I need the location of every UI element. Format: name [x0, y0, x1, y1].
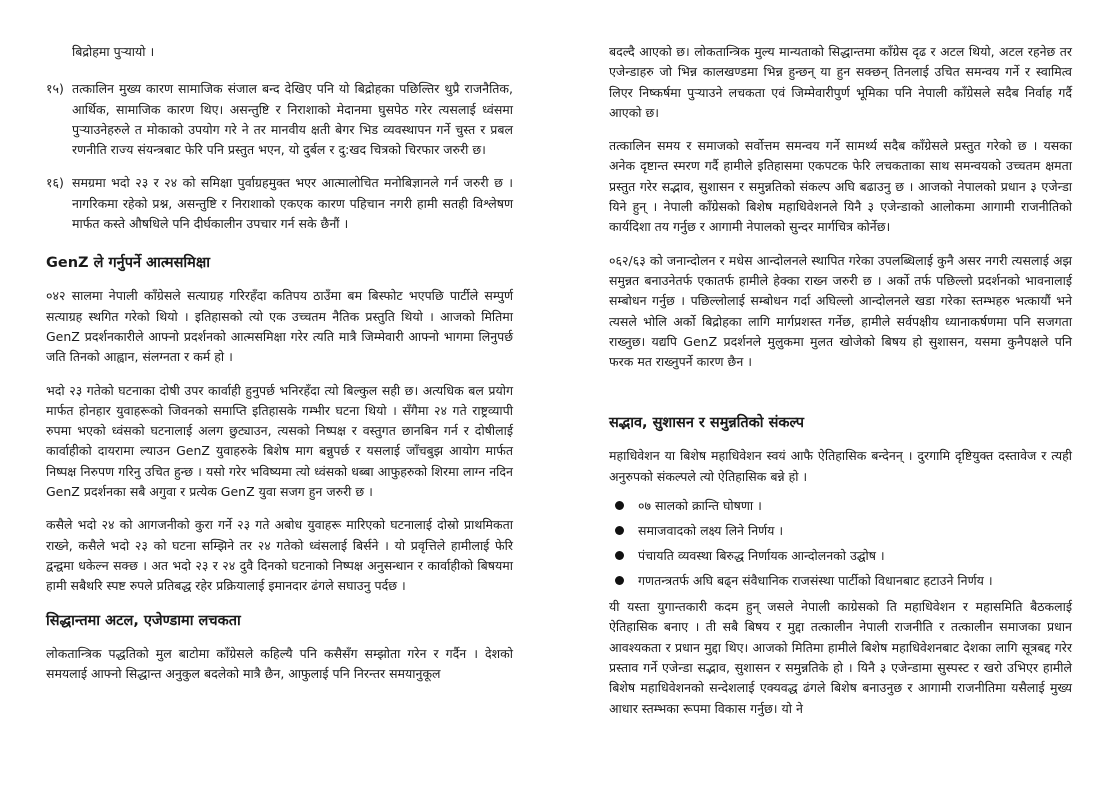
section-heading-principle: सिद्धान्तमा अटल, एजेण्डामा लचकता	[46, 612, 241, 629]
numbered-item-15	[46, 79, 513, 160]
paragraph: ०४२ सालमा नेपाली काँग्रेसले सत्याग्रह गरिरहँदा कतिपय ठाउँमा बम बिस्फोट भएपछि पार्टीले सम्पुर्ण सत्याग्रह स्थगित गरेको थियो । इतिहासको त्यो एक उच्चतम नैतिक प्रस्तुति थियो । आजको मितिमा GenZ प्रदर्शनकारीले आफ्नो प्रदर्शनको आत्मसमिक्षा गरेर त्यति मात्रै जिम्मेवारी आफ्नो भागमा लिनुपर्छ जति तिनको आह्वान, संलग्नता र कर्म हो ।	[46, 288, 513, 365]
paragraph: लोकतान्त्रिक पद्धतिको मुल बाटोमा काँग्रेसले कहिल्यै पनि कसैसँग सम्झोता गरेन र गर्दैन । देशको समयलाई आफ्नो सिद्धान्त अनुकुल बदलेको मात्रै छैन, आफुलाई पनि निरन्तर समयानुकूल	[46, 645, 513, 681]
bullet-list	[609, 493, 1072, 593]
list-item	[609, 568, 1072, 593]
item-text: समग्रमा भदो २३ र २४ को समिक्षा पुर्वाग्रहमुक्त भएर आत्मालोचित मनोबिज्ञानले गर्न जरुरी छ । नागरिकमा रहेको प्रश्न, असन्तुष्टि र निराशाको एकएक कारण पहिचान नगरी हामी सतही विश्लेषण मार्फत कस्ते औषधिले पनि दीर्घकालीन उपचार गर्न सके छैनौं ।	[72, 175, 513, 232]
section-intro: महाधिवेशन या बिशेष महाधिवेशन स्वयं आफै ऐतिहासिक बन्देनन् । दुरगामि दृष्टियुक्त दस्तावेज र त्यही अनुरुपको संकल्पले त्यो ऐतिहासिक बन्ने हो ।	[609, 448, 1072, 484]
bullet-icon	[615, 526, 624, 535]
bullet-icon	[615, 501, 624, 510]
bullet-icon	[615, 576, 624, 585]
list-item-text: पंचायति व्यवस्था बिरुद्ध निर्णायक आन्दोलनको उद्घोष ।	[638, 548, 885, 564]
list-item	[609, 493, 1072, 518]
continuation-paragraph: बदल्दै आएको छ। लोकतान्त्रिक मुल्य मान्यताको सिद्धान्तमा काँग्रेस दृढ र अटल थियो, अटल रहनेछ तर एजेन्डाहरु जो भिन्न कालखण्डमा भिन्न हुन्छन् या हुन सक्छन् तिनलाई उचित समन्वय गर्ने र स्वामित्व लिएर निष्कर्षमा पुऱ्याउने लचकता एवं जिम्मेवारीपुर्ण भूमिका पनि नेपाली काँग्रेसले सदैब निर्वाह गर्दै आएको छ।	[609, 44, 1072, 120]
section-heading-genz: GenZ ले गर्नुपर्ने आत्मसमिक्षा	[46, 255, 210, 272]
paragraph: कसैले भदो २४ को आगजनीको कुरा गर्ने २३ गते अबोध युवाहरू मारिएको घटनालाई दोस्रो प्राथमिकता राख्ने, कसैले भदो २३ को घटना सम्झिने तर २४ गतेको ध्वंसलाई बिर्सने । यो प्रवृत्तिले हामीलाई फेरि द्वन्द्वमा धकेल्न सक्छ । अत भदो २३ र २४ दुवै दिनको घटनाको निष्पक्ष अनुसन्धान र कार्वाहीको बिषयमा हामी सबैथरि स्पष्ट रुपले प्रतिबद्ध रहेर प्रक्रियालाई इमानदार ढंगले सघाउनु पर्दछ ।	[46, 517, 513, 594]
numbered-item-16	[46, 173, 513, 234]
paragraph: तत्कालिन समय र समाजको सर्वोत्तम समन्वय गर्ने सामर्थ्य सदैब काँग्रेसले प्रस्तुत गरेको छ । यसका अनेक दृष्टान्त स्मरण गर्दै हामीले इतिहासमा एकपटक फेरि लचकताका साथ समन्वयको उच्चतम क्षमता प्रस्तुत गरेर सद्भाव, सुशासन र समुन्नतिको संकल्प अघि बढाउनु छ । आजको नेपालको प्रधान ३ एजेन्डा यिने हुन् । नेपाली काँग्रेसको बिशेष महाधिवेशनले यिनै ३ एजेन्डाको आलोकमा आगामी राजनीतिको कार्यदिशा तय गर्नुछ र आगामी नेपालको सुन्दर मार्गचित्र कोर्नेछ।	[609, 138, 1072, 235]
closing-paragraph: यी यस्ता युगान्तकारी कदम हुन् जसले नेपाली काग्रेसको ति महाधिवेशन र महासमिति बैठकलाई ऐतिहासिक बनाए । ती सबै बिषय र मुद्दा तत्कालीन नेपाली राजनीति र तत्कालीन समाजका प्रधान आवश्यकता र प्रधान मुद्दा थिए। आजको मितिमा हामीले बिशेष महाधिवेशनबाट देशका लागि सूत्रबद्द गरेर प्रस्ताव गर्ने एजेन्डा सद्भाव, सुशासन र समुन्नतिके हो । यिनै ३ एजेन्डामा सुस्पस्ट र खरो उभिएर हामीले बिशेष महाधिवेशनको सन्देशलाई एक्यवद्ध ढंगले बिशेष बनाउनुछ र आगामी राजनीतिमा यसैलाई मुख्य आधार स्तम्भका रूपमा विकास गर्नुछ। यो ने	[609, 599, 1072, 716]
item-number: १५)	[46, 81, 64, 97]
bullet-icon	[615, 551, 624, 560]
right-page	[559, 0, 1118, 793]
item-text: तत्कालिन मुख्य कारण सामाजिक संजाल बन्द देखिए पनि यो बिद्रोहका पछिल्तिर थुप्रै राजनैतिक, आर्थिक, सामाजिक कारण थिए। असन्तुष्टि र निराशाको मेदानमा घुसपेठ गरेर त्यसलाई ध्वंसमा पुऱ्याउनेहरुले त मोकाको उपयोग गरे ने तर मानवीय क्षती बेगर भिड व्यवस्थापन गर्ने चुस्त र प्रबल रणनीति राज्य संयन्त्रबाट फेरि पनि प्रस्तुत भएन, यो दुर्बल र दु:खद चित्रको चिरफार जरुरी छ।	[72, 81, 513, 158]
list-item	[609, 543, 1072, 568]
list-item-text: ०७ सालको क्रान्ति घोषणा ।	[638, 498, 762, 514]
list-item-text: समाजवादको लक्ष्य लिने निर्णय ।	[638, 523, 784, 539]
list-item-text: गणतन्त्रतर्फ अघि बढ्न संवैधानिक राजसंस्था पार्टीको विधानबाट हटाउने निर्णय ।	[638, 573, 993, 589]
section-heading-resolution: सद्भाव, सुशासन र समुन्नतिको संकल्प	[609, 415, 805, 432]
list-item	[609, 518, 1072, 543]
item-number: १६)	[46, 175, 64, 191]
paragraph: भदो २३ गतेको घटनाका दोषी उपर कार्वाही हुनुपर्छ भनिरहँदा त्यो बिल्कुल सही छ। अत्यधिक बल प्रयोग मार्फत होनहार युवाहरूको जिवनको समाप्ति इतिहासके गम्भीर घटना थियो । सँगैमा २४ गते राष्ट्रव्यापी रुपमा भएको ध्वंसको घटनालाई अलग छुट्याउन, त्यसको निष्पक्ष र वस्तुगत छानबिन गर्न र दोषीलाई कार्वाहीको दायरामा ल्याउन GenZ युवाहरुके बिशेष माग बन्नुपर्छ र यसलाई जाँचबुझ आयोग मार्फत निष्पक्ष निरुपण गरिनु उचित हुन्छ । यसो गरेर भविष्यमा त्यो ध्वंसको धब्बा आफुहरुको शिरमा लाग्न नदिन GenZ प्रदर्शनका सबै अगुवा र प्रत्येक GenZ युवा सजग हुन जरुरी छ ।	[46, 382, 513, 500]
intro-line: बिद्रोहमा पुऱ्यायो ।	[72, 44, 155, 59]
paragraph: ०६२/६३ को जनान्दोलन र मधेस आन्दोलनले स्थापित गरेका उपलब्धिलाई कुनै असर नगरी त्यसलाई अझ समुन्नत बनाउनेतर्फ एकातर्फ हामीले हेक्का राख्न जरुरी छ । अर्को तर्फ पछिल्लो प्रदर्शनको भावनालाई सम्बोधन गर्नुछ । पछिल्लोलाई सम्बोधन गर्दा अघिल्लो आन्दोलनले खडा गरेका स्तम्भहरु भत्कायौं भने त्यसले भोलि अर्को बिद्रोहका लागि मार्गप्रशस्त गर्नेछ, हामीले सर्वपक्षीय ध्यानाकर्षणमा पनि सजगता राख्नुछ। यद्यपि GenZ प्रदर्शनले मुलुकमा मुलत खोजेको बिषय हो सुशासन, यसमा कुनैपक्षले पनि फरक मत राख्नुपर्ने कारण छैन ।	[609, 252, 1072, 370]
